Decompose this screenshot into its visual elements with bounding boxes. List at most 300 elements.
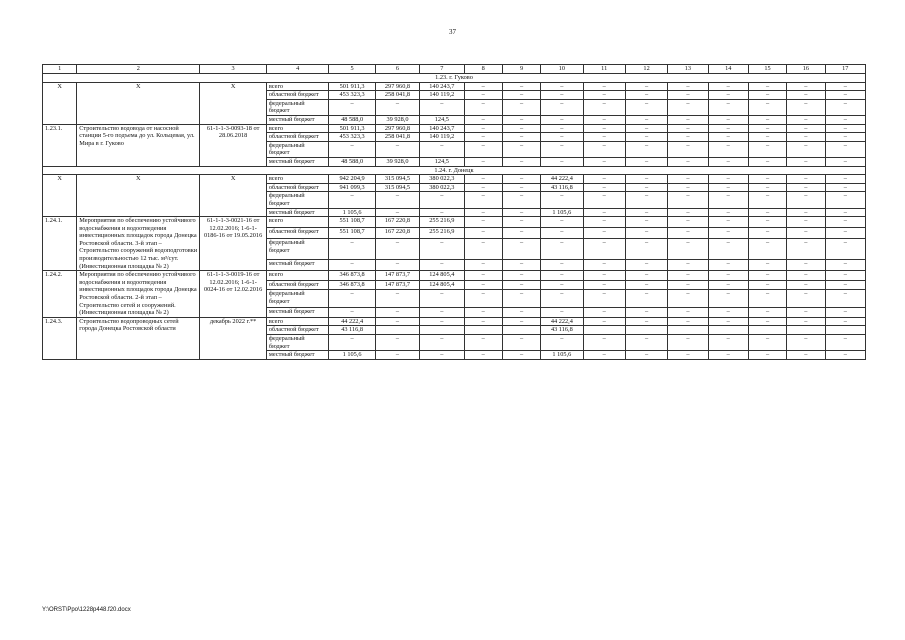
amount-cell: 44 222,4 (541, 175, 583, 184)
amount-cell: – (541, 260, 583, 271)
column-number: 9 (502, 65, 540, 74)
amount-cell: – (541, 82, 583, 91)
amount-cell: – (464, 335, 502, 351)
amount-cell: – (464, 280, 502, 290)
amount-cell (625, 326, 667, 335)
amount-cell: – (708, 280, 748, 290)
item-name: Мероприятия по обеспечению устойчивого водоснабжения и водоотведения инвестиционных площадок города Донецка Ростовской области. 3-й этап – Строительство сооружений водоподготовки производительностью 12 тыс. м³/сут. (Инвестиционная площадка № 2) (77, 217, 200, 271)
amount-cell: – (464, 228, 502, 239)
amount-cell: – (748, 271, 786, 281)
amount-cell: – (708, 82, 748, 91)
amount-cell: – (708, 124, 748, 133)
amount-cell: – (787, 157, 825, 166)
amount-cell: – (748, 208, 786, 217)
amount-cell: – (375, 239, 419, 260)
amount-cell: – (787, 183, 825, 192)
amount-cell: 44 222,4 (329, 317, 375, 326)
amount-cell: – (583, 290, 625, 308)
amount-cell: – (375, 260, 419, 271)
amount-cell: 258 041,8 (375, 91, 419, 100)
amount-cell: – (825, 141, 865, 157)
item-name: Х (77, 175, 200, 217)
amount-cell: – (787, 192, 825, 208)
amount-cell: – (625, 308, 667, 318)
amount-cell: – (825, 124, 865, 133)
amount-cell: – (583, 217, 625, 228)
amount-cell: – (625, 82, 667, 91)
amount-cell: – (668, 228, 708, 239)
column-number: 5 (329, 65, 375, 74)
amount-cell: – (748, 217, 786, 228)
funding-source-label: областной бюджет (266, 133, 329, 142)
amount-cell: – (787, 175, 825, 184)
amount-cell: – (502, 308, 540, 318)
funding-source-label: местный бюджет (266, 157, 329, 166)
amount-cell: 315 094,5 (375, 175, 419, 184)
amount-cell: – (541, 157, 583, 166)
amount-cell: – (825, 280, 865, 290)
amount-cell: – (668, 208, 708, 217)
amount-cell: – (668, 124, 708, 133)
amount-cell: – (668, 280, 708, 290)
amount-cell: – (420, 141, 464, 157)
funding-source-label: федеральный бюджет (266, 239, 329, 260)
amount-cell: 297 960,8 (375, 124, 419, 133)
amount-cell: – (375, 317, 419, 326)
table-row (43, 124, 866, 133)
amount-cell: 380 022,3 (420, 175, 464, 184)
amount-cell: – (668, 99, 708, 115)
amount-cell: – (708, 217, 748, 228)
amount-cell: 140 243,7 (420, 82, 464, 91)
amount-cell: – (668, 271, 708, 281)
amount-cell: – (708, 115, 748, 124)
amount-cell: – (625, 208, 667, 217)
column-number: 7 (420, 65, 464, 74)
amount-cell: – (541, 217, 583, 228)
amount-cell: – (708, 157, 748, 166)
amount-cell: – (583, 192, 625, 208)
amount-cell: – (420, 99, 464, 115)
amount-cell: – (787, 228, 825, 239)
amount-cell: – (502, 335, 540, 351)
amount-cell: – (787, 82, 825, 91)
amount-cell: – (329, 239, 375, 260)
amount-cell: – (708, 308, 748, 318)
amount-cell: 258 041,8 (375, 133, 419, 142)
amount-cell: – (583, 157, 625, 166)
amount-cell: – (464, 192, 502, 208)
amount-cell: 48 588,0 (329, 157, 375, 166)
funding-source-label: местный бюджет (266, 115, 329, 124)
item-number: Х (43, 82, 77, 124)
amount-cell: – (668, 317, 708, 326)
amount-cell: – (825, 157, 865, 166)
amount-cell: – (375, 192, 419, 208)
amount-cell: 140 243,7 (420, 124, 464, 133)
amount-cell: – (420, 317, 464, 326)
amount-cell: – (825, 192, 865, 208)
column-number: 15 (748, 65, 786, 74)
amount-cell: – (502, 260, 540, 271)
amount-cell: – (420, 239, 464, 260)
funding-source-label: всего (266, 317, 329, 326)
amount-cell: – (625, 217, 667, 228)
amount-cell: 140 119,2 (420, 133, 464, 142)
amount-cell: – (583, 280, 625, 290)
amount-cell: – (787, 239, 825, 260)
amount-cell: – (787, 260, 825, 271)
amount-cell: – (708, 271, 748, 281)
amount-cell: – (668, 115, 708, 124)
amount-cell: – (502, 157, 540, 166)
table-row (43, 175, 866, 184)
amount-cell: 380 022,3 (420, 183, 464, 192)
amount-cell: – (329, 290, 375, 308)
amount-cell: 124,5 (420, 115, 464, 124)
amount-cell: – (748, 175, 786, 184)
amount-cell: – (708, 133, 748, 142)
amount-cell: – (825, 208, 865, 217)
amount-cell: 453 323,3 (329, 133, 375, 142)
amount-cell: 124 805,4 (420, 280, 464, 290)
amount-cell: – (625, 91, 667, 100)
column-number: 10 (541, 65, 583, 74)
amount-cell: 43 116,8 (541, 326, 583, 335)
amount-cell: – (825, 260, 865, 271)
amount-cell (748, 326, 786, 335)
column-number-row (43, 65, 866, 74)
amount-cell: – (502, 228, 540, 239)
amount-cell: – (625, 115, 667, 124)
item-number: 1.23.1. (43, 124, 77, 166)
amount-cell: – (583, 124, 625, 133)
amount-cell: – (668, 217, 708, 228)
item-name: Строительство водовода от насосной станции 5-го подъема до ул. Кольцевая, ул. Мира в г. Гуково (77, 124, 200, 166)
amount-cell: – (748, 192, 786, 208)
amount-cell: – (502, 280, 540, 290)
amount-cell: – (502, 351, 540, 360)
amount-cell: – (464, 141, 502, 157)
amount-cell: – (787, 133, 825, 142)
amount-cell: – (464, 308, 502, 318)
amount-cell: – (464, 183, 502, 192)
amount-cell: – (748, 260, 786, 271)
amount-cell: – (625, 192, 667, 208)
amount-cell: – (329, 192, 375, 208)
amount-cell: – (825, 228, 865, 239)
amount-cell: – (329, 99, 375, 115)
amount-cell: – (708, 91, 748, 100)
amount-cell: – (583, 141, 625, 157)
amount-cell: – (668, 290, 708, 308)
amount-cell: – (583, 175, 625, 184)
amount-cell: – (748, 115, 786, 124)
amount-cell: 39 928,0 (375, 157, 419, 166)
amount-cell: – (748, 157, 786, 166)
amount-cell: 551 108,7 (329, 228, 375, 239)
amount-cell: – (502, 271, 540, 281)
amount-cell: – (375, 335, 419, 351)
item-name: Х (77, 82, 200, 124)
amount-cell: – (541, 99, 583, 115)
amount-cell: – (625, 317, 667, 326)
amount-cell: – (583, 335, 625, 351)
amount-cell: – (420, 192, 464, 208)
amount-cell: – (541, 192, 583, 208)
amount-cell: – (541, 280, 583, 290)
amount-cell: – (502, 141, 540, 157)
amount-cell: – (748, 91, 786, 100)
amount-cell: – (787, 99, 825, 115)
amount-cell: – (825, 335, 865, 351)
amount-cell: – (464, 317, 502, 326)
amount-cell: – (583, 115, 625, 124)
amount-cell: – (708, 175, 748, 184)
funding-source-label: местный бюджет (266, 308, 329, 318)
amount-cell: – (748, 280, 786, 290)
amount-cell: – (502, 317, 540, 326)
amount-cell: – (668, 308, 708, 318)
amount-cell: – (825, 183, 865, 192)
amount-cell: – (825, 175, 865, 184)
funding-source-label: всего (266, 82, 329, 91)
amount-cell: 501 911,3 (329, 124, 375, 133)
amount-cell: 43 116,8 (541, 183, 583, 192)
amount-cell: 346 873,8 (329, 271, 375, 281)
table-row (43, 217, 866, 228)
amount-cell: 297 960,8 (375, 82, 419, 91)
amount-cell: – (329, 141, 375, 157)
amount-cell: – (748, 351, 786, 360)
amount-cell: – (420, 290, 464, 308)
funding-source-label: местный бюджет (266, 351, 329, 360)
amount-cell: – (329, 260, 375, 271)
amount-cell: 1 105,6 (541, 208, 583, 217)
amount-cell: – (625, 99, 667, 115)
amount-cell: – (464, 239, 502, 260)
column-number: 2 (77, 65, 200, 74)
funding-source-label: местный бюджет (266, 208, 329, 217)
funding-source-label: федеральный бюджет (266, 192, 329, 208)
amount-cell: – (825, 308, 865, 318)
amount-cell: – (502, 290, 540, 308)
column-number: 11 (583, 65, 625, 74)
amount-cell: – (464, 133, 502, 142)
amount-cell: – (708, 335, 748, 351)
funding-source-label: областной бюджет (266, 280, 329, 290)
item-number: Х (43, 175, 77, 217)
amount-cell: – (375, 290, 419, 308)
table-row (43, 271, 866, 281)
amount-cell: – (787, 271, 825, 281)
item-name: Строительство водопроводных сетей города Донецка Ростовской области (77, 317, 200, 359)
amount-cell: – (502, 208, 540, 217)
amount-cell: – (464, 91, 502, 100)
amount-cell: – (787, 91, 825, 100)
amount-cell: – (464, 260, 502, 271)
amount-cell: – (787, 124, 825, 133)
amount-cell: – (625, 141, 667, 157)
table-row (43, 317, 866, 326)
amount-cell: – (668, 133, 708, 142)
amount-cell: – (748, 317, 786, 326)
amount-cell: – (787, 335, 825, 351)
amount-cell: – (541, 115, 583, 124)
amount-cell: – (583, 133, 625, 142)
amount-cell: – (464, 99, 502, 115)
column-number: 17 (825, 65, 865, 74)
amount-cell: – (541, 91, 583, 100)
column-number: 1 (43, 65, 77, 74)
amount-cell: – (625, 183, 667, 192)
column-number: 3 (200, 65, 267, 74)
amount-cell: – (375, 141, 419, 157)
amount-cell: – (583, 99, 625, 115)
amount-cell: – (329, 335, 375, 351)
amount-cell: – (748, 141, 786, 157)
amount-cell: – (420, 351, 464, 360)
amount-cell: – (583, 271, 625, 281)
amount-cell: – (708, 239, 748, 260)
amount-cell: – (583, 208, 625, 217)
amount-cell: – (668, 239, 708, 260)
amount-cell (375, 326, 419, 335)
amount-cell: – (541, 271, 583, 281)
amount-cell: – (668, 141, 708, 157)
amount-cell: – (464, 290, 502, 308)
amount-cell: 453 323,3 (329, 91, 375, 100)
funding-source-label: всего (266, 271, 329, 281)
amount-cell: – (464, 271, 502, 281)
amount-cell: – (708, 228, 748, 239)
amount-cell: 124 805,4 (420, 271, 464, 281)
funding-source-label: всего (266, 124, 329, 133)
amount-cell: – (375, 99, 419, 115)
amount-cell: – (375, 351, 419, 360)
amount-cell: – (625, 157, 667, 166)
amount-cell: 551 108,7 (329, 217, 375, 228)
funding-source-label: областной бюджет (266, 183, 329, 192)
amount-cell: – (748, 124, 786, 133)
amount-cell: – (464, 217, 502, 228)
amount-cell: – (464, 157, 502, 166)
amount-cell: – (708, 290, 748, 308)
amount-cell: – (583, 351, 625, 360)
item-document: Х (200, 82, 267, 124)
amount-cell: – (668, 157, 708, 166)
amount-cell: – (825, 239, 865, 260)
amount-cell: – (625, 228, 667, 239)
amount-cell (668, 326, 708, 335)
item-document: 61-1-1-3-0093-18 от 28.06.2018 (200, 124, 267, 166)
amount-cell: 44 222,4 (541, 317, 583, 326)
amount-cell: 501 911,3 (329, 82, 375, 91)
amount-cell: – (541, 290, 583, 308)
amount-cell: – (748, 308, 786, 318)
amount-cell: – (787, 141, 825, 157)
amount-cell: – (668, 335, 708, 351)
item-document: 61-1-1-3-0021-16 от 12.02.2016; 1-6-1-0186-16 от 19.05.2016 (200, 217, 267, 271)
amount-cell: – (464, 82, 502, 91)
item-number: 1.24.2. (43, 271, 77, 318)
amount-cell: 1 105,6 (329, 351, 375, 360)
amount-cell: – (708, 99, 748, 115)
amount-cell: 140 119,2 (420, 91, 464, 100)
item-document: 61-1-1-3-0019-16 от 12.02.2016; 1-6-1-0024-16 от 12.02.2016 (200, 271, 267, 318)
amount-cell: 255 216,9 (420, 217, 464, 228)
amount-cell: – (329, 308, 375, 318)
amount-cell (825, 326, 865, 335)
amount-cell: – (502, 192, 540, 208)
amount-cell: – (583, 317, 625, 326)
amount-cell (583, 326, 625, 335)
amount-cell: – (502, 124, 540, 133)
amount-cell: – (583, 239, 625, 260)
amount-cell: – (625, 124, 667, 133)
item-name: Мероприятия по обеспечению устойчивого водоснабжения и водоотведения инвестиционных площадок города Донецка Ростовской области. 2-й этап – Строительство сетей и сооружений. (Инвестиционная площадка № 2) (77, 271, 200, 318)
amount-cell: – (625, 239, 667, 260)
amount-cell: – (787, 290, 825, 308)
section-title: 1.23. г. Гуково (43, 74, 866, 83)
amount-cell: – (541, 124, 583, 133)
section-title: 1.24. г. Донецк (43, 166, 866, 175)
amount-cell: – (625, 271, 667, 281)
amount-cell: – (825, 317, 865, 326)
item-number: 1.24.3. (43, 317, 77, 359)
funding-source-label: областной бюджет (266, 326, 329, 335)
amount-cell: – (375, 208, 419, 217)
amount-cell: – (825, 217, 865, 228)
amount-cell: – (787, 280, 825, 290)
column-number: 13 (668, 65, 708, 74)
funding-source-label: всего (266, 217, 329, 228)
item-number: 1.24.1. (43, 217, 77, 271)
amount-cell: – (748, 183, 786, 192)
amount-cell: – (541, 308, 583, 318)
amount-cell (502, 326, 540, 335)
amount-cell: – (668, 91, 708, 100)
amount-cell: – (825, 82, 865, 91)
funding-source-label: областной бюджет (266, 91, 329, 100)
amount-cell: 167 220,8 (375, 217, 419, 228)
amount-cell: – (464, 175, 502, 184)
amount-cell: – (420, 335, 464, 351)
item-document: декабрь 2022 г.** (200, 317, 267, 359)
amount-cell: – (748, 239, 786, 260)
amount-cell: – (787, 308, 825, 318)
column-number: 8 (464, 65, 502, 74)
amount-cell: – (748, 335, 786, 351)
amount-cell: 48 588,0 (329, 115, 375, 124)
amount-cell: 1 105,6 (541, 351, 583, 360)
amount-cell: – (502, 133, 540, 142)
amount-cell: 941 099,3 (329, 183, 375, 192)
amount-cell: – (625, 280, 667, 290)
amount-cell: – (541, 141, 583, 157)
amount-cell: – (787, 217, 825, 228)
amount-cell: – (708, 317, 748, 326)
page-number: 37 (449, 28, 456, 36)
amount-cell: – (787, 115, 825, 124)
funding-source-label: областной бюджет (266, 228, 329, 239)
amount-cell: – (625, 290, 667, 308)
amount-cell: – (708, 260, 748, 271)
table-row (43, 82, 866, 91)
amount-cell: 1 105,6 (329, 208, 375, 217)
amount-cell: – (420, 308, 464, 318)
amount-cell: – (583, 260, 625, 271)
